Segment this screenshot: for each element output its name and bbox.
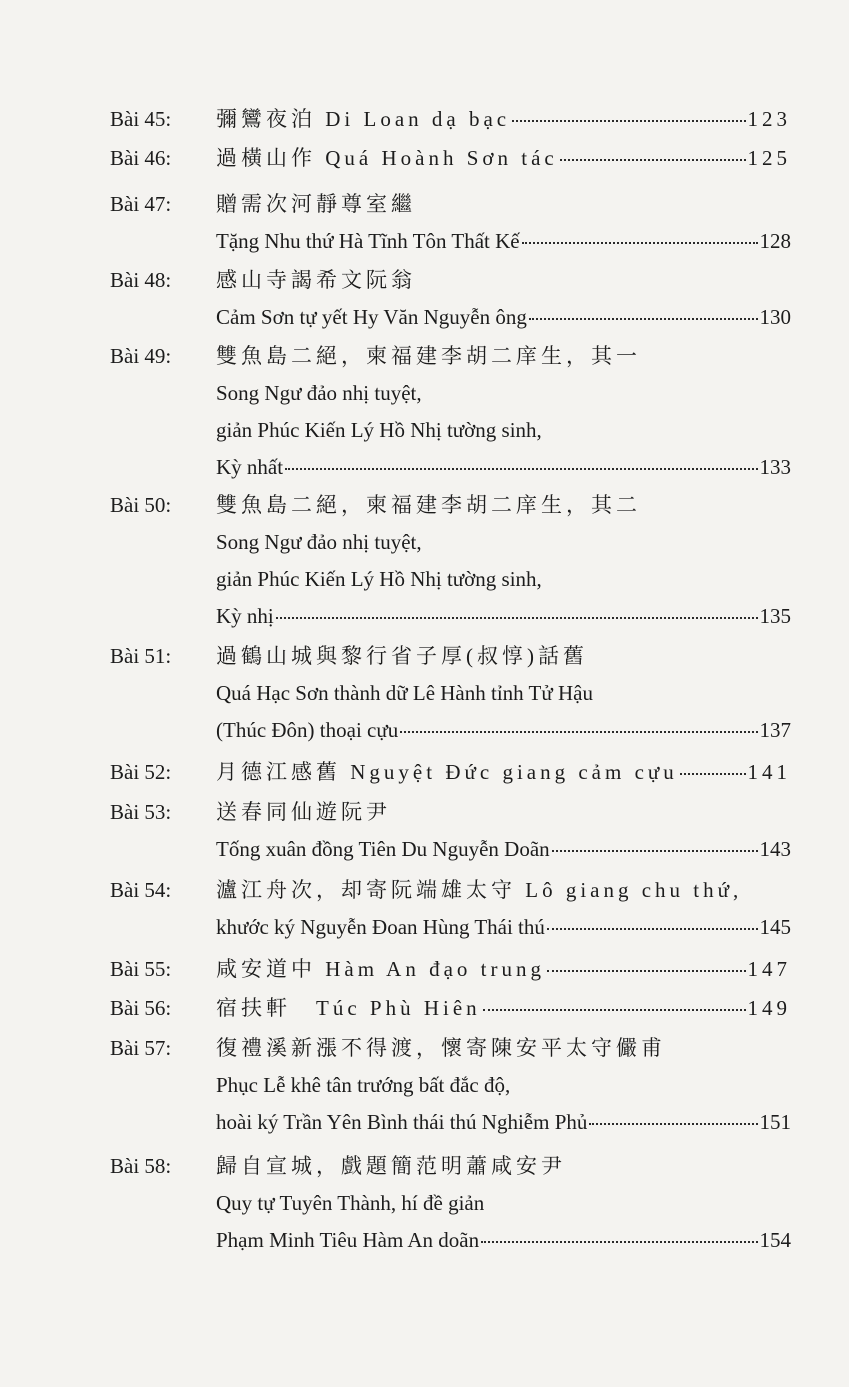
dot-leader (680, 772, 746, 775)
entry-title-line: 過鶴山城與黎行省子厚(叔惇)話舊 (216, 644, 588, 668)
page-number: 147 (747, 957, 791, 981)
entry-title-line: 咸安道中 Hàm An đạo trung (216, 957, 545, 981)
dot-leader (400, 730, 757, 733)
page-number: 133 (759, 455, 791, 479)
entry-title-line: Tống xuân đồng Tiên Du Nguyễn Doãn (216, 837, 550, 861)
dot-leader (483, 1008, 746, 1011)
page-number: 154 (759, 1228, 791, 1252)
entry-title-line: 雙魚島二絕，柬福建李胡二庠生，其一 (216, 344, 641, 368)
entry-title-line: Tặng Nhu thứ Hà Tĩnh Tôn Thất Kế (216, 229, 520, 253)
entry-title-line: 復禮溪新漲不得渡，懷寄陳安平太守儼甫 (216, 1036, 666, 1060)
dot-leader (547, 927, 758, 930)
page-number: 143 (759, 837, 791, 861)
entry-title-block (216, 877, 791, 951)
entry-title-line: (Thúc Đôn) thoại cựu (216, 718, 399, 742)
entry-title-block (216, 145, 791, 182)
entry-title-line: Song Ngư đảo nhị tuyệt, (216, 530, 422, 554)
page-number: 137 (759, 718, 791, 742)
dot-leader (547, 969, 746, 972)
page-number: 141 (747, 760, 791, 784)
entry-number: Bài 52: (110, 760, 172, 784)
entry-number: Bài 48: (110, 268, 172, 292)
dot-leader (512, 119, 745, 122)
dot-leader (560, 158, 746, 161)
entry-number: Bài 54: (110, 878, 172, 902)
dot-leader (481, 1240, 757, 1243)
entry-number: Bài 46: (110, 146, 172, 170)
entry-title-block (216, 1035, 791, 1146)
page-number: 123 (747, 107, 791, 131)
entry-title-block (216, 995, 791, 1032)
entry-title-block (216, 106, 791, 143)
page-number: 151 (759, 1110, 791, 1134)
entry-title-block (216, 799, 791, 873)
entry-title-line: giản Phúc Kiến Lý Hồ Nhị tường sinh, (216, 418, 542, 442)
entry-number: Bài 55: (110, 957, 172, 981)
entry-title-block (216, 759, 791, 796)
entry-title-block (216, 343, 791, 491)
entry-number: Bài 45: (110, 107, 172, 131)
entry-title-line: Song Ngư đảo nhị tuyệt, (216, 381, 422, 405)
entry-title-line: giản Phúc Kiến Lý Hồ Nhị tường sinh, (216, 567, 542, 591)
entry-title-line: hoài ký Trần Yên Bình thái thú Nghiễm Phủ (216, 1110, 588, 1134)
entry-title-block (216, 492, 791, 640)
dot-leader (522, 241, 758, 244)
dot-leader (276, 616, 758, 619)
entry-number: Bài 57: (110, 1036, 172, 1060)
entry-title-line: 宿扶軒 Túc Phù Hiên (216, 996, 481, 1020)
entry-title-block (216, 267, 791, 341)
entry-title-line: 感山寺謁希文阮翁 (216, 268, 416, 292)
entry-title-line: 歸自宣城，戲題簡范明蕭咸安尹 (216, 1154, 566, 1178)
entry-title-line: Quy tự Tuyên Thành, hí đề giản (216, 1191, 485, 1215)
entry-title-line: 贈需次河靜尊室繼 (216, 192, 416, 216)
dot-leader (589, 1122, 757, 1125)
page-number: 128 (759, 229, 791, 253)
entry-number: Bài 53: (110, 800, 172, 824)
dot-leader (552, 849, 758, 852)
page-number: 125 (747, 146, 791, 170)
entry-title-block (216, 191, 791, 265)
entry-number: Bài 51: (110, 644, 172, 668)
entry-title-block (216, 1153, 791, 1264)
entry-title-line: Phục Lễ khê tân trướng bất đắc độ, (216, 1073, 511, 1097)
entry-title-line: 送春同仙遊阮尹 (216, 800, 391, 824)
entry-number: Bài 50: (110, 493, 172, 517)
entry-number: Bài 56: (110, 996, 172, 1020)
entry-title-line: khước ký Nguyễn Đoan Hùng Thái thú (216, 915, 545, 939)
page-number: 135 (759, 604, 791, 628)
entry-title-line: Kỳ nhị (216, 604, 274, 628)
entry-title-line: 月德江感舊 Nguyệt Đức giang cảm cựu (216, 760, 678, 784)
entry-title-line: 瀘江舟次，却寄阮端雄太守 Lô giang chu thứ, (216, 878, 743, 902)
entry-title-line: Quá Hạc Sơn thành dữ Lê Hành tỉnh Tử Hậu (216, 681, 593, 705)
entry-number: Bài 47: (110, 192, 172, 216)
entry-title-line: 彌鸞夜泊 Di Loan dạ bạc (216, 107, 511, 131)
entry-title-block (216, 643, 791, 754)
page-number: 149 (747, 996, 791, 1020)
entry-number: Bài 58: (110, 1154, 172, 1178)
page-number: 130 (759, 305, 791, 329)
entry-number: Bài 49: (110, 344, 172, 368)
entry-title-line: 雙魚島二絕，柬福建李胡二庠生，其二 (216, 493, 641, 517)
dot-leader (529, 317, 758, 320)
entry-title-line: Phạm Minh Tiêu Hàm An doãn (216, 1228, 480, 1252)
entry-title-block (216, 956, 791, 993)
entry-title-line: Kỳ nhất (216, 455, 284, 479)
entry-title-line: Cảm Sơn tự yết Hy Văn Nguyễn ông (216, 305, 527, 329)
page-number: 145 (759, 915, 791, 939)
dot-leader (285, 467, 757, 470)
entry-title-line: 過橫山作 Quá Hoành Sơn tác (216, 146, 558, 170)
